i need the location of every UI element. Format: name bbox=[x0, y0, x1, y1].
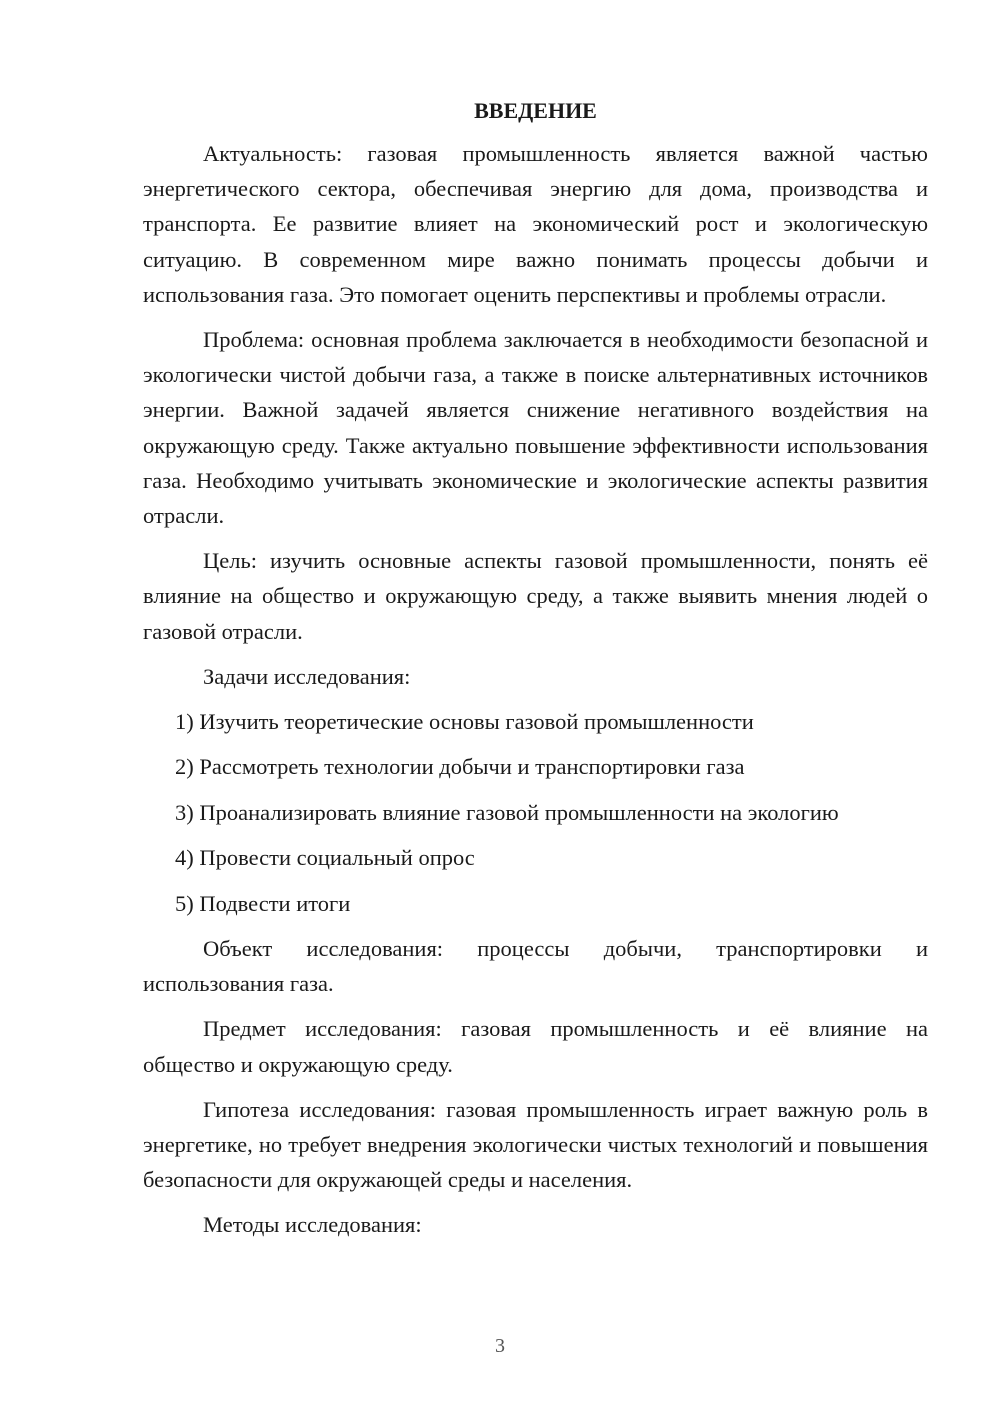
task-item: 4) Провести социальный опрос bbox=[175, 845, 475, 871]
task-item: 1) Изучить теоретические основы газовой промышленности bbox=[175, 709, 754, 735]
tasks-list bbox=[143, 704, 928, 921]
problem-paragraph: Проблема: основная проблема заключается в необходимости безопасной и экологически чистой добычи газа, а также в поиске альтернативных источников энергии. Важной задачей является снижение негативного воздействия на окружающую среду. Также актуально повышение эффективности использования газа. Необходимо учитывать экономические и экологические аспекты развития отрасли. bbox=[143, 327, 928, 529]
task-item: 5) Подвести итоги bbox=[175, 890, 351, 916]
task-item: 2) Рассмотреть технологии добычи и транспортировки газа bbox=[175, 754, 745, 780]
relevance-paragraph: Актуальность: газовая промышленность является важной частью энергетического сектора, обеспечивая энергию для дома, производства и транспорта. Ее развитие влияет на экономический рост и экологическую ситуацию. В современном мире важно понимать процессы добычи и использования газа. Это помогает оценить перспективы и проблемы отрасли. bbox=[143, 141, 928, 307]
page-number: 3 bbox=[495, 1335, 505, 1357]
task-item: 3) Проанализировать влияние газовой промышленности на экологию bbox=[175, 799, 839, 825]
section-title: ВВЕДЕНИЕ bbox=[474, 98, 597, 123]
goal-paragraph: Цель: изучить основные аспекты газовой промышленности, понять её влияние на общество и окружающую среду, а также выявить мнения людей о газовой отрасли. bbox=[143, 548, 928, 644]
hypothesis-paragraph: Гипотеза исследования: газовая промышленность играет важную роль в энергетике, но требует внедрения экологически чистых технологий и повышения безопасности для окружающей среды и населения. bbox=[143, 1096, 928, 1193]
object-paragraph: Объект исследования: процессы добычи, транспортировки и использования газа. bbox=[143, 936, 928, 997]
methods-heading: Методы исследования: bbox=[203, 1212, 422, 1238]
subject-paragraph: Предмет исследования: газовая промышленность и её влияние на общество и окружающую среду. bbox=[143, 1016, 928, 1077]
tasks-heading: Задачи исследования: bbox=[203, 663, 411, 689]
document-page bbox=[143, 96, 928, 1253]
